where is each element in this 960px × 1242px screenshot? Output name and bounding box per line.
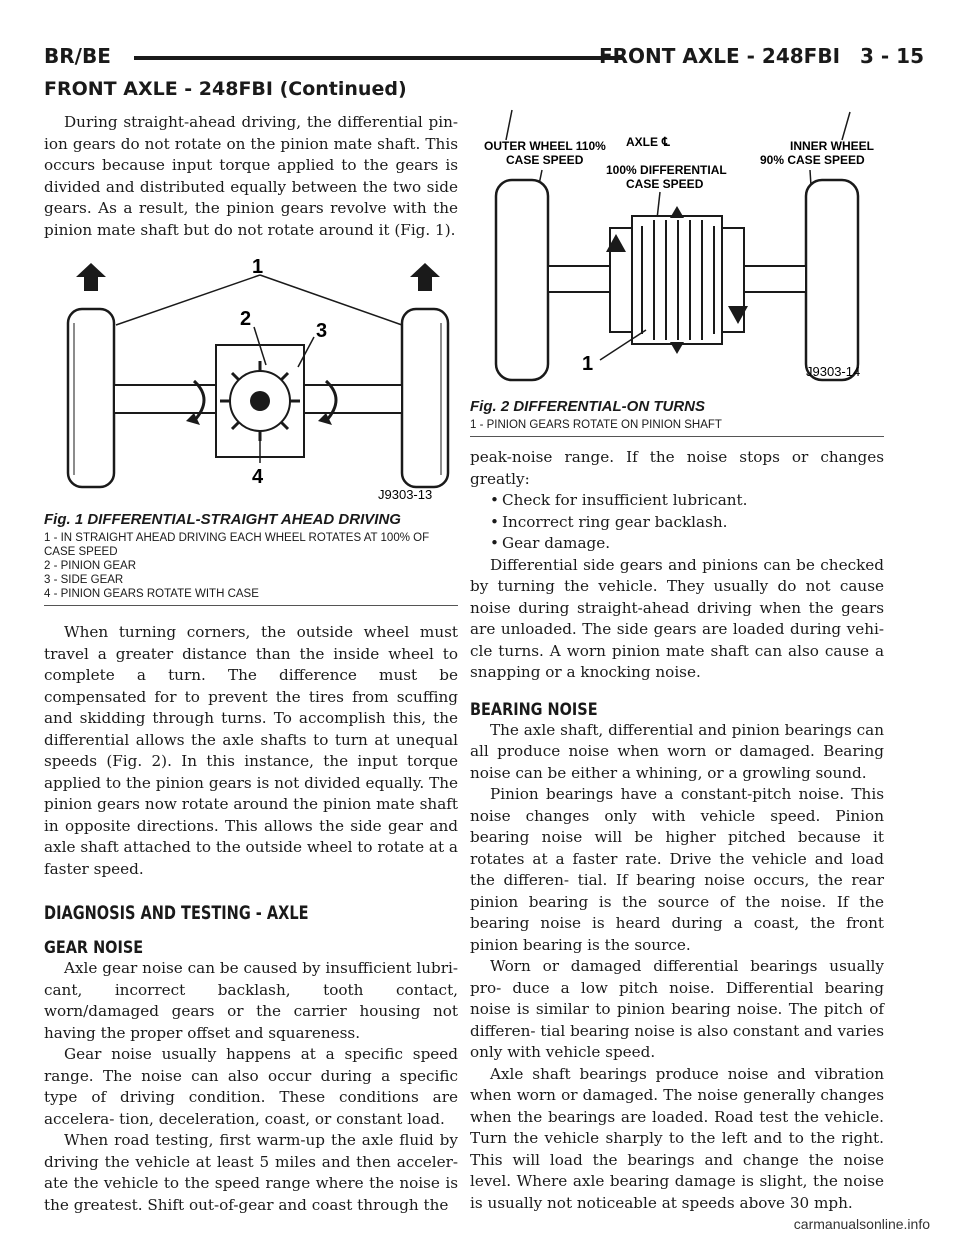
page-header xyxy=(44,44,924,72)
continued-title: FRONT AXLE - 248FBI (Continued) xyxy=(44,78,407,100)
legend-item: 4 - PINION GEARS ROTATE WITH CASE xyxy=(44,588,259,600)
paragraph: Differential side gears and pinions can be checked by turning the vehicle. They usually do not cause noise during straight-ahead driving when the gears are unloaded. The side gears are loaded during vehi- cle turns. A worn pinion mate shaft can also cause a snapping or a knocking noise. xyxy=(470,555,884,681)
label-outer-wheel-speed: CASE SPEED xyxy=(506,153,584,167)
legend-item: 2 - PINION GEAR xyxy=(44,560,137,572)
paragraph: Axle gear noise can be caused by insufficient lubri- cant, incorrect backlash, tooth contact, worn/damaged gears or the carrier housing not having the proper offset and squareness. xyxy=(44,959,458,1042)
bullet-item: • Gear damage. xyxy=(490,534,611,552)
label-centerline: ℄ xyxy=(662,135,670,149)
right-column xyxy=(470,108,884,1214)
section-heading: DIAGNOSIS AND TESTING - AXLE xyxy=(44,902,309,924)
figure-legend xyxy=(44,531,458,601)
legend-item: 3 - SIDE GEAR xyxy=(44,574,124,586)
paragraph: Pinion bearings have a constant-pitch noise. This noise changes only with vehicle speed. Pinion bearing noise will be higher pitched because it rotates at a faster rate. Drive the vehicle and load the differen- tial. If bearing noise occurs, the rear pinion bearing is the source of the noise. If the bearing noise is heard during a coast, the front pinion bearing is the source. xyxy=(470,785,884,954)
legend-item: 1 - IN STRAIGHT AHEAD DRIVING EACH WHEEL ROTATES AT 100% OF CASE SPEED xyxy=(44,532,430,558)
header-section-title: FRONT AXLE - 248FBI xyxy=(598,44,841,68)
subsection-heading: GEAR NOISE xyxy=(44,938,144,958)
paragraph: During straight-ahead driving, the differential pin- ion gears do not rotate on the pinion mate shaft. This occurs because input torque applied to the gears is divided and distributed equally between the two side gears. As a result, the pinion gears revolve with the pinion mate shaft but do not rotate around it (Fig. 1). xyxy=(44,113,458,239)
label-axle: AXLE xyxy=(626,135,659,149)
figure-caption: Fig. 1 DIFFERENTIAL-STRAIGHT AHEAD DRIVING xyxy=(44,511,401,528)
callout-1: 1 xyxy=(252,256,264,278)
paragraph: When road testing, first warm-up the axle fluid by driving the vehicle at least 5 miles and then acceler- ate the vehicle to the speed range where the noise is the greatest. Shift out-of-gear and coast through the xyxy=(44,1131,458,1214)
left-column xyxy=(44,112,458,1216)
bullet-item: • Incorrect ring gear backlash. xyxy=(490,512,728,531)
page-number: 3 - 15 xyxy=(860,44,924,68)
header-rule xyxy=(134,56,624,60)
label-outer-wheel: OUTER WHEEL 110% xyxy=(484,139,606,153)
figure-rule xyxy=(470,436,884,437)
figure-legend xyxy=(470,418,884,432)
figure-code: J9303-14 xyxy=(806,364,861,379)
paragraph: When turning corners, the outside wheel must travel a greater distance than the inside wheel to complete a turn. The difference must be compensated for to prevent the tires from scuffing and skidding through turns. To accomplish this, the differential allows the axle shafts to turn at unequal speeds (Fig. 2). In this instance, the input torque applied to the pinion gears is not divided equally. The pinion gears now rotate around the pinion mate shaft in opposite directions. This allows the side gear and axle shaft attached to the outside wheel to rotate at a faster speed. xyxy=(44,623,458,878)
callout-1: 1 xyxy=(582,353,594,375)
figure-1 xyxy=(44,253,458,606)
bullet-item: • Check for insufficient lubricant. xyxy=(490,491,748,509)
header-model: BR/BE xyxy=(44,44,111,68)
figure-caption: Fig. 2 DIFFERENTIAL-ON TURNS xyxy=(470,398,705,415)
header-right xyxy=(599,44,924,68)
label-diff-case: 100% DIFFERENTIAL xyxy=(606,163,727,177)
paragraph: Gear noise usually happens at a specific speed range. The noise can also occur during a specific type of driving condition. These conditions are accelera- tion, deceleration, coast, or constant load. xyxy=(44,1045,458,1128)
label-diff-case-speed: CASE SPEED xyxy=(626,177,704,191)
figure-2 xyxy=(470,108,884,437)
figure-code: J9303-13 xyxy=(378,487,433,502)
callout-2: 2 xyxy=(240,308,252,330)
footer-watermark: carmanualsonline.info xyxy=(793,1216,930,1232)
callout-4: 4 xyxy=(252,466,264,488)
legend-item: 1 - PINION GEARS ROTATE ON PINION SHAFT xyxy=(470,419,722,431)
figure-rule xyxy=(44,605,458,606)
diagram-straight-ahead xyxy=(44,253,458,503)
paragraph: The axle shaft, differential and pinion bearings can all produce noise when worn or damaged. Bearing noise can be either a whining, or a growling sound. xyxy=(470,720,884,782)
label-inner-wheel-speed: 90% CASE SPEED xyxy=(760,153,865,167)
callout-3: 3 xyxy=(316,320,328,342)
diagram-on-turns xyxy=(470,108,884,390)
subsection-heading: BEARING NOISE xyxy=(470,699,598,720)
paragraph: peak-noise range. If the noise stops or changes greatly: xyxy=(470,448,884,488)
paragraph: Axle shaft bearings produce noise and vibration when worn or damaged. The noise generally changes when the bearings are loaded. Road test the vehicle. Turn the vehicle sharply to the left and to the right. This will load the bearings and change the noise level. Where axle bearing damage is slight, the noise is usually not noticeable at speeds above 30 mph. xyxy=(470,1064,884,1212)
label-inner-wheel: INNER WHEEL xyxy=(790,139,874,153)
paragraph: Worn or damaged differential bearings usually pro- duce a low pitch noise. Differential bearing noise is similar to pinion bearing noise. The pitch of differen- tial bearing noise is also constant and varies only with vehicle speed. xyxy=(470,957,884,1061)
